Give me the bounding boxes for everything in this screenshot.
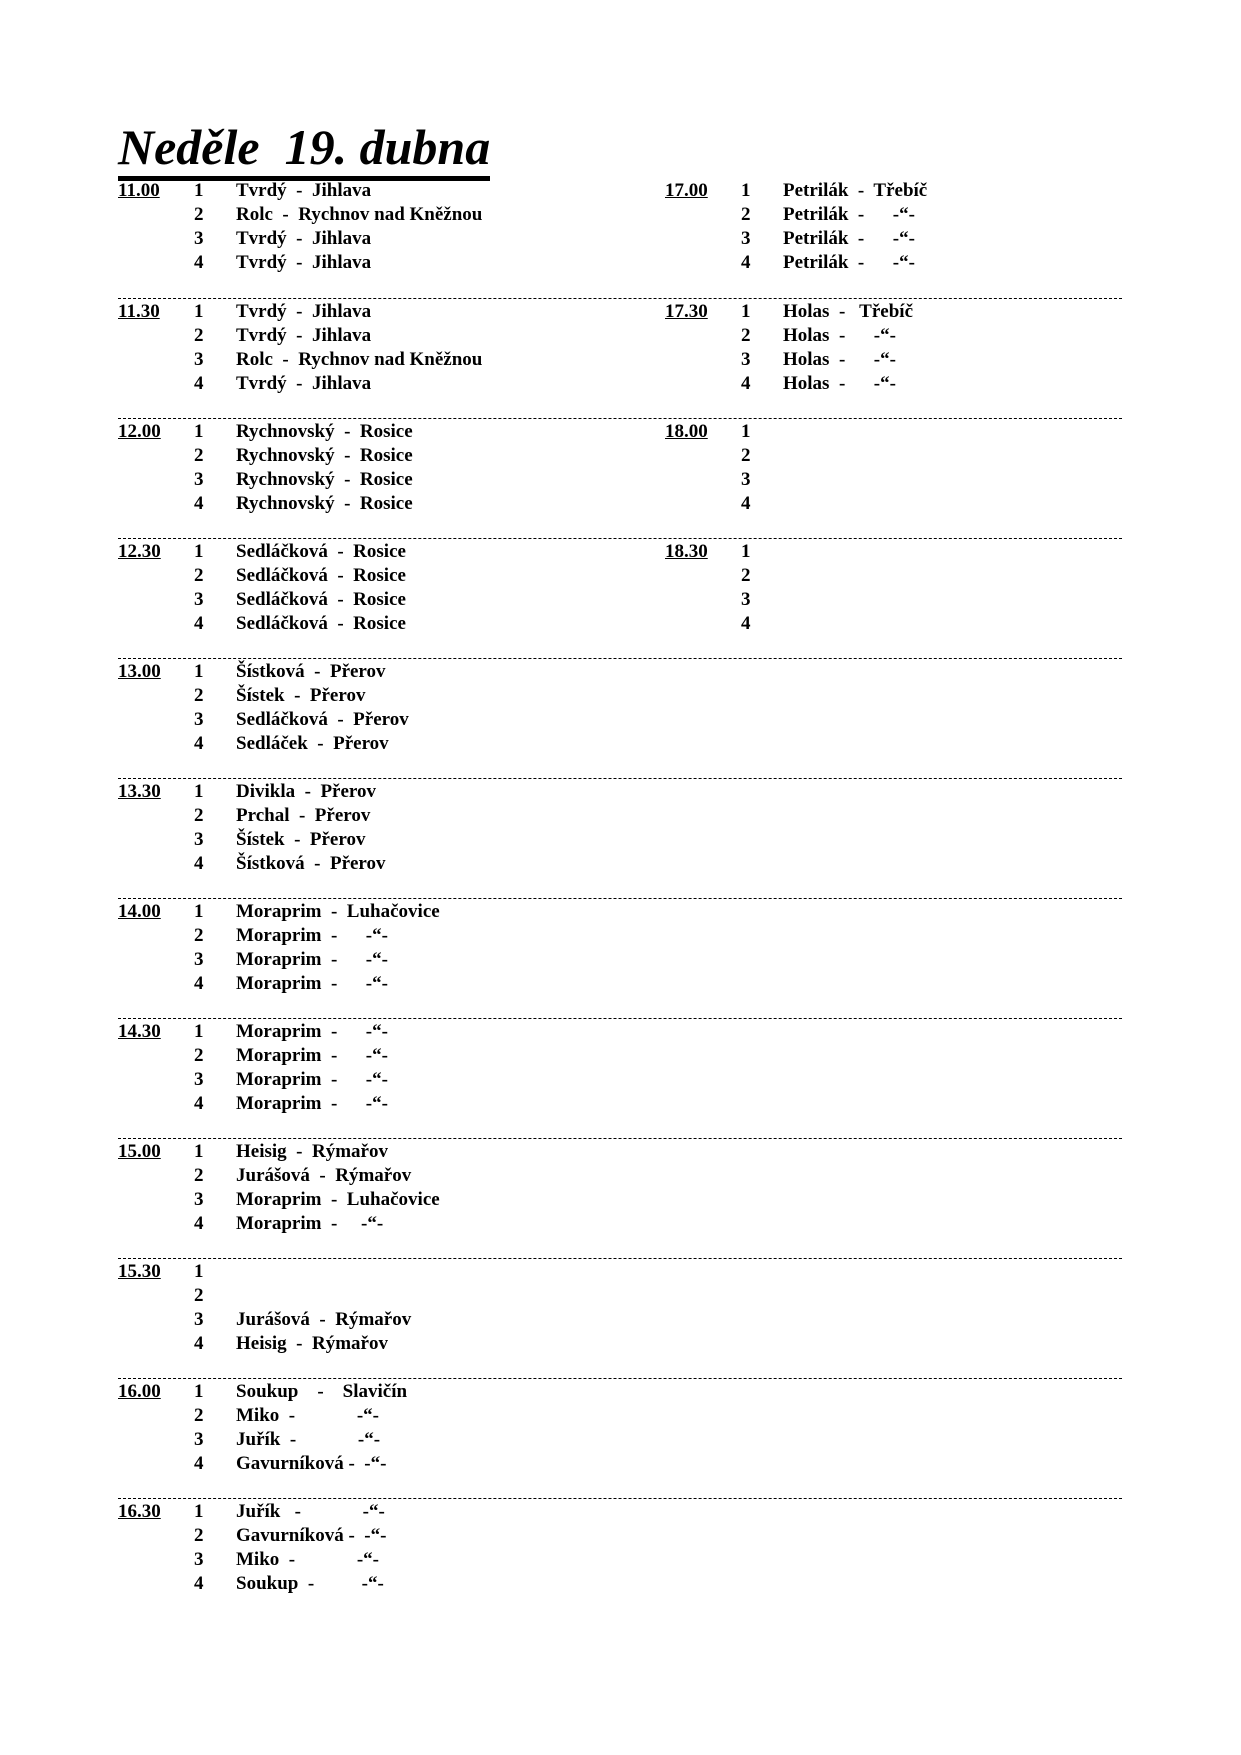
dashed-divider	[118, 418, 1122, 419]
entry-text: Holas - Třebíč	[783, 301, 914, 322]
entry-text: Sedláčková - Rosice	[236, 541, 406, 562]
dashed-divider	[118, 1018, 1122, 1019]
entry-text: Moraprim - -“-	[236, 925, 388, 946]
lane-number: 4	[194, 613, 204, 634]
entry-text: Divikla - Přerov	[236, 781, 377, 802]
lane-number: 2	[741, 325, 751, 346]
entry-text: Moraprim - Luhačovice	[236, 901, 440, 922]
lane-number: 1	[194, 541, 204, 562]
time-label: 13.00	[118, 661, 161, 682]
lane-number: 1	[741, 301, 751, 322]
lane-number: 1	[194, 1381, 204, 1402]
lane-number: 2	[194, 1525, 204, 1546]
entry-text: Petrilák - Třebíč	[783, 180, 928, 201]
entry-text: Sedláčková - Přerov	[236, 709, 409, 730]
entry-text: Moraprim - -“-	[236, 1045, 388, 1066]
dashed-divider	[118, 1138, 1122, 1139]
lane-number: 1	[194, 421, 204, 442]
entry-text: Heisig - Rýmařov	[236, 1141, 388, 1162]
entry-text: Tvrdý - Jihlava	[236, 325, 372, 346]
time-label: 13.30	[118, 781, 161, 802]
time-label: 17.30	[665, 301, 708, 322]
entry-text: Prchal - Přerov	[236, 805, 371, 826]
entry-text: Moraprim - -“-	[236, 949, 388, 970]
lane-number: 2	[194, 1285, 204, 1306]
entry-text: Tvrdý - Jihlava	[236, 180, 372, 201]
lane-number: 2	[194, 325, 204, 346]
lane-number: 2	[741, 565, 751, 586]
entry-text: Rychnovský - Rosice	[236, 421, 413, 442]
lane-number: 4	[194, 1453, 204, 1474]
time-label: 11.30	[118, 301, 160, 322]
page-title: Neděle 19. dubna	[118, 118, 490, 181]
lane-number: 1	[741, 180, 751, 201]
lane-number: 3	[194, 228, 204, 249]
lane-number: 2	[194, 1405, 204, 1426]
lane-number: 4	[194, 252, 204, 273]
lane-number: 3	[194, 1429, 204, 1450]
entry-text: Šístková - Přerov	[236, 661, 386, 682]
entry-text: Tvrdý - Jihlava	[236, 301, 372, 322]
lane-number: 4	[741, 613, 751, 634]
entry-text: Gavurníková - -“-	[236, 1453, 387, 1474]
lane-number: 1	[741, 541, 751, 562]
time-label: 18.30	[665, 541, 708, 562]
entry-text: Jurášová - Rýmařov	[236, 1165, 412, 1186]
lane-number: 3	[194, 949, 204, 970]
entry-text: Rolc - Rychnov nad Kněžnou	[236, 204, 483, 225]
entry-text: Moraprim - -“-	[236, 973, 388, 994]
entry-text: Miko - -“-	[236, 1405, 380, 1426]
lane-number: 1	[741, 421, 751, 442]
entry-text: Miko - -“-	[236, 1549, 380, 1570]
entry-text: Petrilák - -“-	[783, 204, 915, 225]
time-label: 16.00	[118, 1381, 161, 1402]
lane-number: 4	[741, 373, 751, 394]
lane-number: 3	[194, 349, 204, 370]
entry-text: Sedláčková - Rosice	[236, 565, 406, 586]
dashed-divider	[118, 1258, 1122, 1259]
entry-text: Rolc - Rychnov nad Kněžnou	[236, 349, 483, 370]
entry-text: Rychnovský - Rosice	[236, 445, 413, 466]
lane-number: 3	[194, 1069, 204, 1090]
lane-number: 4	[194, 1093, 204, 1114]
lane-number: 4	[194, 1213, 204, 1234]
lane-number: 1	[194, 1261, 204, 1282]
lane-number: 2	[194, 925, 204, 946]
entry-text: Sedláčková - Rosice	[236, 589, 406, 610]
entry-text: Soukup - -“-	[236, 1573, 384, 1594]
lane-number: 2	[194, 1165, 204, 1186]
time-label: 14.00	[118, 901, 161, 922]
entry-text: Rychnovský - Rosice	[236, 493, 413, 514]
lane-number: 2	[194, 1045, 204, 1066]
lane-number: 1	[194, 901, 204, 922]
lane-number: 4	[194, 853, 204, 874]
time-label: 18.00	[665, 421, 708, 442]
time-label: 16.30	[118, 1501, 161, 1522]
lane-number: 3	[194, 469, 204, 490]
lane-number: 3	[741, 349, 751, 370]
entry-text: Rychnovský - Rosice	[236, 469, 413, 490]
lane-number: 1	[194, 781, 204, 802]
entry-text: Šístek - Přerov	[236, 685, 366, 706]
lane-number: 4	[194, 973, 204, 994]
dashed-divider	[118, 1498, 1122, 1499]
time-label: 17.00	[665, 180, 708, 201]
entry-text: Moraprim - -“-	[236, 1021, 388, 1042]
time-label: 11.00	[118, 180, 160, 201]
lane-number: 3	[194, 589, 204, 610]
lane-number: 2	[194, 204, 204, 225]
entry-text: Holas - -“-	[783, 349, 896, 370]
lane-number: 4	[194, 1333, 204, 1354]
lane-number: 3	[194, 709, 204, 730]
entry-text: Sedláčková - Rosice	[236, 613, 406, 634]
entry-text: Petrilák - -“-	[783, 252, 915, 273]
lane-number: 4	[741, 252, 751, 273]
entry-text: Juřík - -“-	[236, 1429, 381, 1450]
entry-text: Petrilák - -“-	[783, 228, 915, 249]
entry-text: Moraprim - Luhačovice	[236, 1189, 440, 1210]
lane-number: 2	[741, 204, 751, 225]
dashed-divider	[118, 538, 1122, 539]
lane-number: 3	[194, 1309, 204, 1330]
dashed-divider	[118, 658, 1122, 659]
lane-number: 2	[194, 685, 204, 706]
lane-number: 1	[194, 1141, 204, 1162]
entry-text: Tvrdý - Jihlava	[236, 252, 372, 273]
lane-number: 3	[741, 589, 751, 610]
dashed-divider	[118, 1378, 1122, 1379]
entry-text: Gavurníková - -“-	[236, 1525, 387, 1546]
time-label: 14.30	[118, 1021, 161, 1042]
lane-number: 4	[194, 1573, 204, 1594]
lane-number: 3	[741, 228, 751, 249]
dashed-divider	[118, 898, 1122, 899]
lane-number: 3	[194, 829, 204, 850]
lane-number: 1	[194, 661, 204, 682]
lane-number: 4	[194, 373, 204, 394]
lane-number: 1	[194, 1021, 204, 1042]
lane-number: 3	[741, 469, 751, 490]
lane-number: 2	[194, 445, 204, 466]
lane-number: 1	[194, 1501, 204, 1522]
lane-number: 2	[194, 565, 204, 586]
lane-number: 3	[194, 1189, 204, 1210]
lane-number: 2	[194, 805, 204, 826]
entry-text: Heisig - Rýmařov	[236, 1333, 388, 1354]
entry-text: Šístková - Přerov	[236, 853, 386, 874]
entry-text: Holas - -“-	[783, 325, 896, 346]
lane-number: 4	[194, 493, 204, 514]
lane-number: 4	[741, 493, 751, 514]
entry-text: Tvrdý - Jihlava	[236, 228, 372, 249]
entry-text: Moraprim - -“-	[236, 1093, 388, 1114]
time-label: 12.30	[118, 541, 161, 562]
entry-text: Sedláček - Přerov	[236, 733, 389, 754]
entry-text: Soukup - Slavičín	[236, 1381, 408, 1402]
lane-number: 4	[194, 733, 204, 754]
lane-number: 1	[194, 180, 204, 201]
lane-number: 1	[194, 301, 204, 322]
dashed-divider	[118, 778, 1122, 779]
time-label: 12.00	[118, 421, 161, 442]
entry-text: Moraprim - -“-	[236, 1069, 388, 1090]
dashed-divider	[118, 298, 1122, 299]
entry-text: Juřík - -“-	[236, 1501, 385, 1522]
lane-number: 3	[194, 1549, 204, 1570]
entry-text: Holas - -“-	[783, 373, 896, 394]
entry-text: Tvrdý - Jihlava	[236, 373, 372, 394]
lane-number: 2	[741, 445, 751, 466]
entry-text: Šístek - Přerov	[236, 829, 366, 850]
entry-text: Jurášová - Rýmařov	[236, 1309, 412, 1330]
entry-text: Moraprim - -“-	[236, 1213, 384, 1234]
time-label: 15.30	[118, 1261, 161, 1282]
time-label: 15.00	[118, 1141, 161, 1162]
